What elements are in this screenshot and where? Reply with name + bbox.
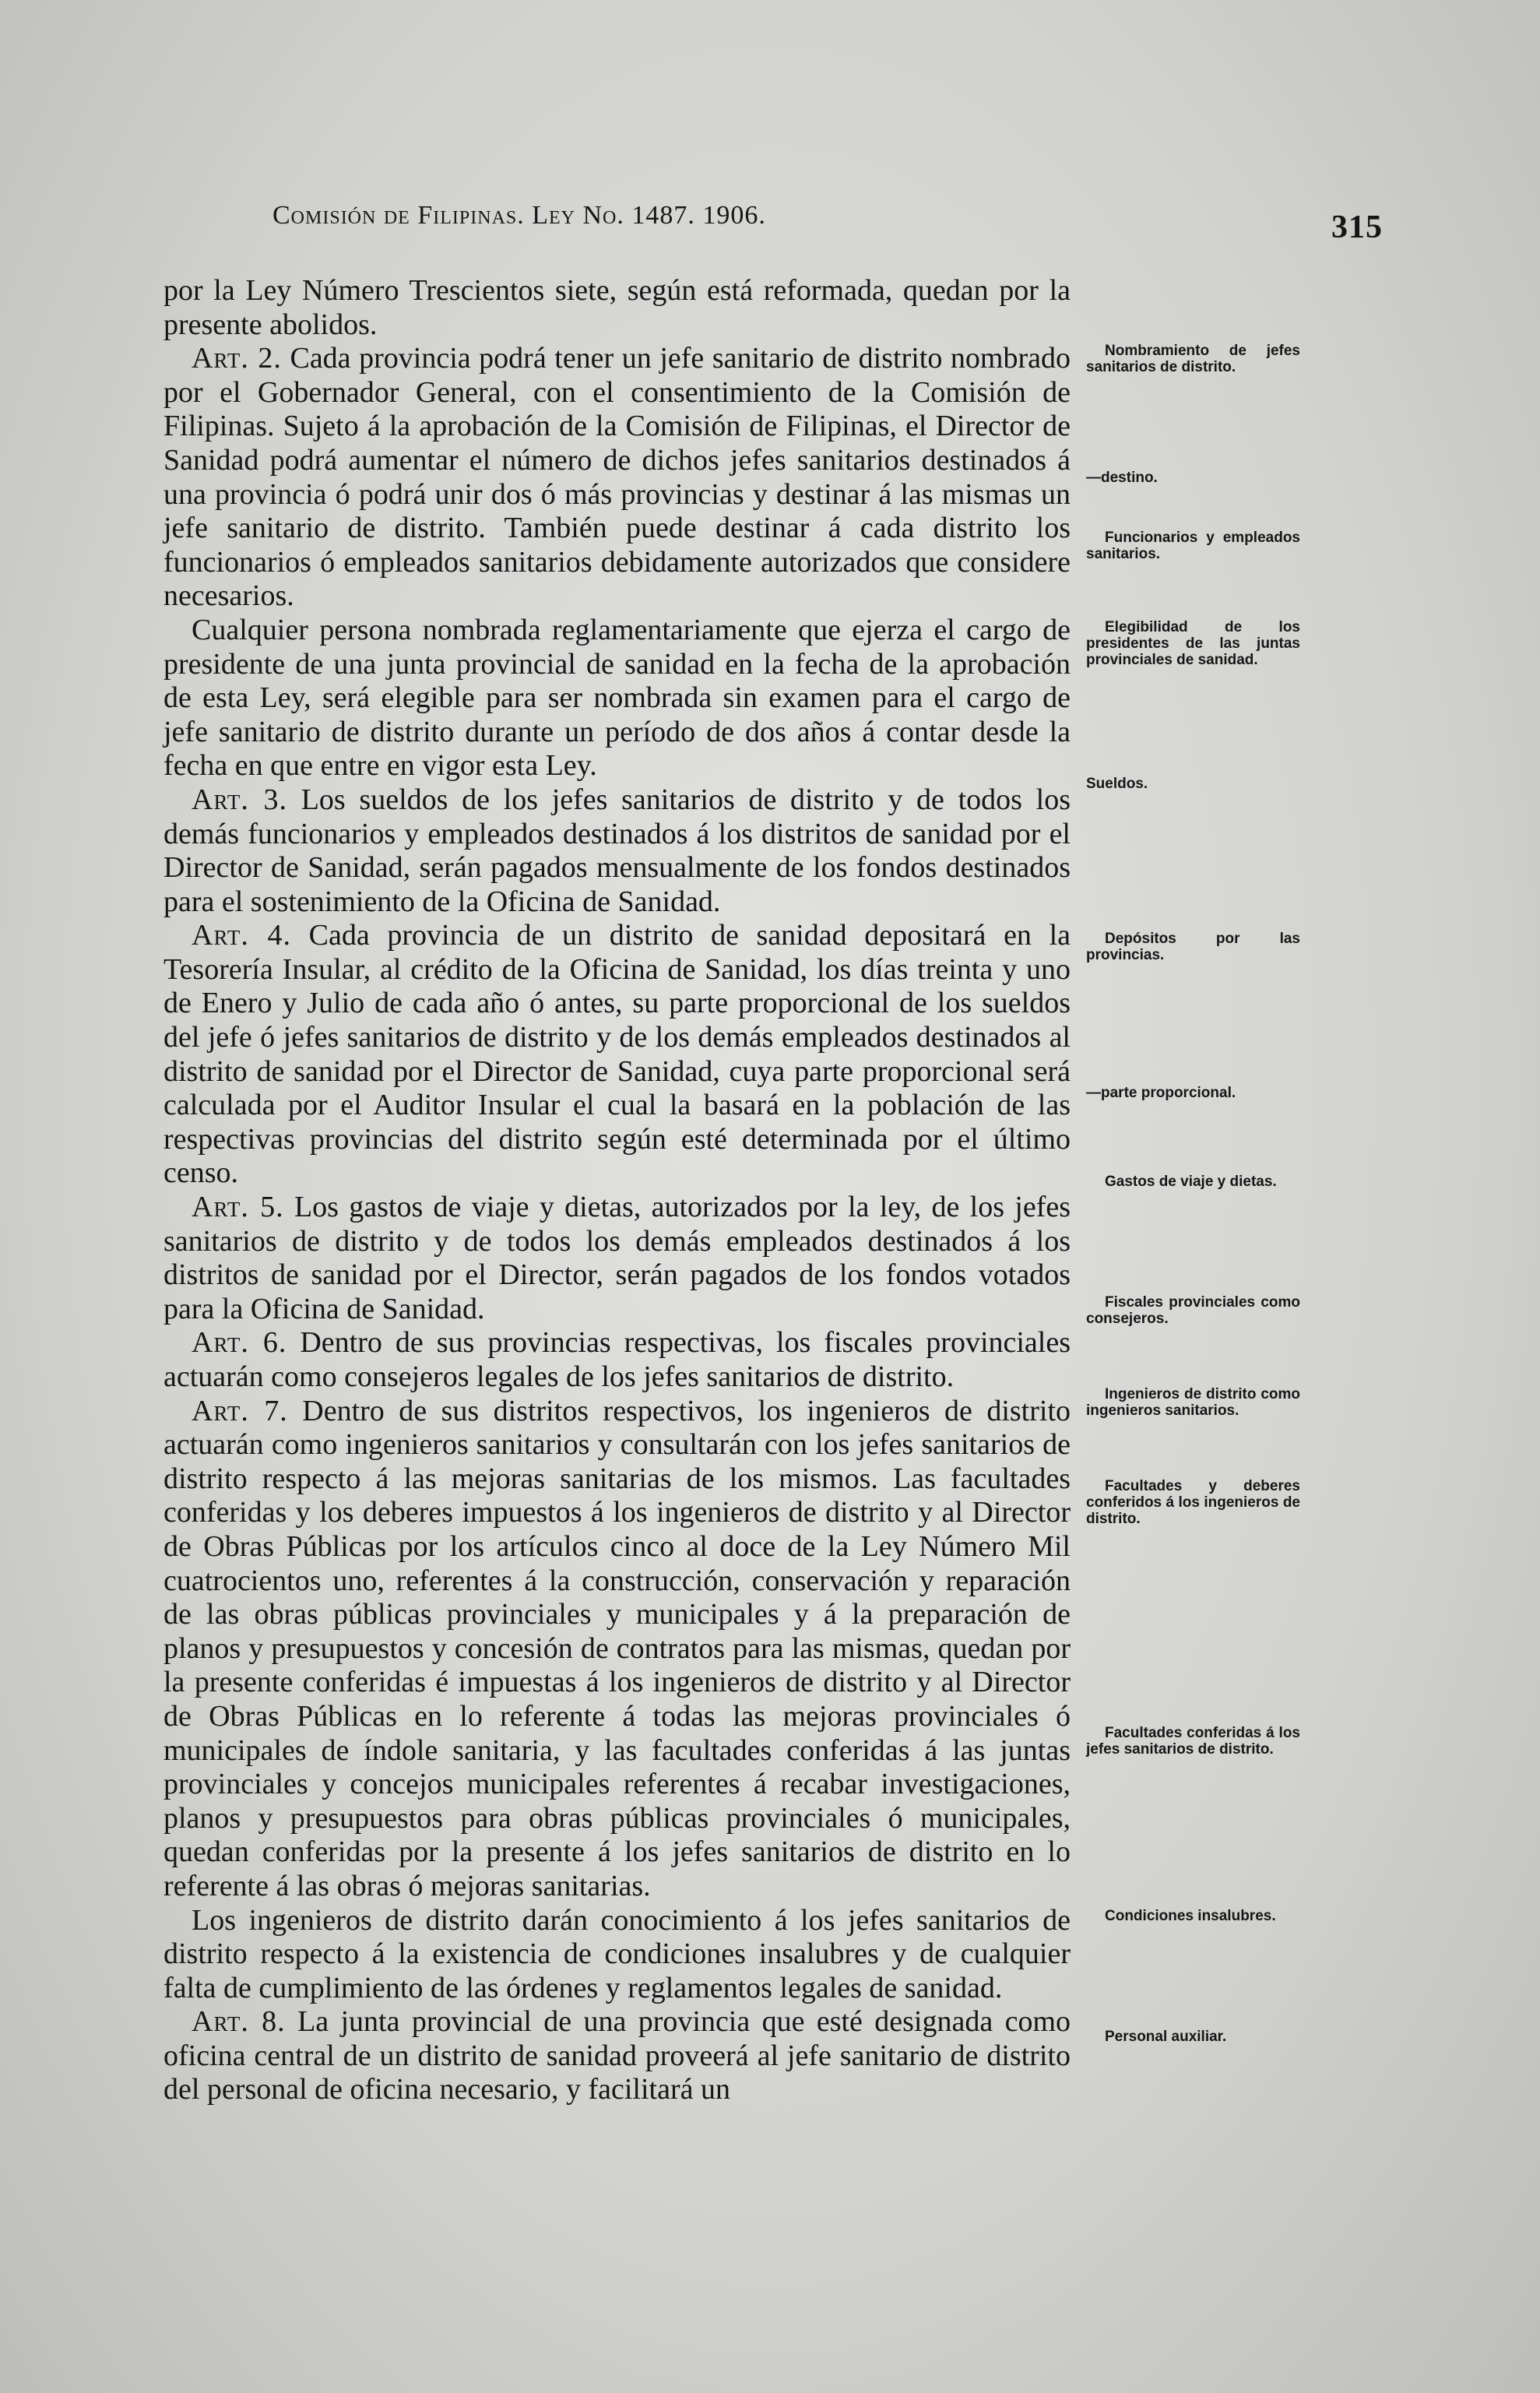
article-text: Cada provincia de un distrito de sanidad depositará en la Tesorería Insular, al crédito de la Oficina de Sanidad, los días treinta y uno de Enero y Julio de cada año ó antes, su parte proporcional de los sueldos del jefe ó jefes sanitarios de distrito y de los demás empleados destinados al distrito de sanidad por el Director de Sanidad, cuya parte proporcional será calculada por el Auditor Insular el cual la basará en la población de las respectivas provincias del distrito según esté determinada por el último censo.: [163, 919, 1071, 1190]
article-label: Art. 4.: [192, 919, 291, 952]
body-text: [163, 274, 1071, 2107]
margin-note: Depósitos por las provincias.: [1086, 931, 1300, 963]
article-4: [163, 919, 1071, 1191]
article-2: [163, 342, 1071, 614]
running-head: [272, 201, 1425, 248]
margin-note: Funcionarios y empleados sanitarios.: [1086, 530, 1300, 562]
article-text: Cada provincia podrá tener un jefe sanitario de distrito nombrado por el Gobernador General, con el consentimiento de la Comisión de Filipinas. Sujeto á la aprobación de la Comisión de Filipinas, el Director de Sanidad podrá aumentar el número de dichos jefes sanitarios destinados á una provincia ó podrá unir dos ó más provincias y destinar á las mismas un jefe sanitario de distrito. También puede destinar á cada distrito los funcionarios ó empleados sanitarios debidamente autorizados que considere necesarios.: [163, 342, 1071, 613]
margin-note: Facultades conferidas á los jefes sanitarios de distrito.: [1086, 1725, 1300, 1758]
running-title: Comisión de Filipinas. Ley No. 1487. 1906.: [272, 201, 766, 230]
margin-note: Elegibilidad de los presidentes de las juntas provinciales de sanidad.: [1086, 619, 1300, 668]
margin-note: Ingenieros de distrito como ingenieros sanitarios.: [1086, 1386, 1300, 1419]
article-3: [163, 783, 1071, 919]
article-6: [163, 1326, 1071, 1394]
margin-note: —destino.: [1086, 470, 1158, 486]
article-label: Art. 6.: [192, 1326, 287, 1360]
paragraph-insalubrious: Los ingenieros de distrito darán conocimiento á los jefes sanitarios de distrito respecto á la existencia de condiciones insalubres y de cualquier falta de cumplimiento de las órdenes y reglamentos legales de sanidad.: [163, 1903, 1071, 2004]
margin-note: Sueldos.: [1086, 776, 1148, 792]
article-5: [163, 1191, 1071, 1326]
article-8: [163, 2005, 1071, 2107]
article-label: Art. 7.: [192, 1394, 288, 1427]
margin-note: Condiciones insalubres.: [1105, 1908, 1276, 1924]
article-text: La junta provincial de una provincia que esté designada como oficina central de un distrito de sanidad proveerá al jefe sanitario de distrito del personal de oficina necesario, y facilitará un: [163, 2005, 1071, 2106]
article-label: Art. 5.: [192, 1191, 284, 1224]
article-text: Los gastos de viaje y dietas, autorizados por la ley, de los jefes sanitarios de distrito y de todos los demás empleados destinados á los distritos de sanidad por el Director, serán pagados de los fondos votados para la Oficina de Sanidad.: [163, 1191, 1071, 1325]
paragraph-eligibility: Cualquier persona nombrada reglamentariamente que ejerza el cargo de presidente de una junta provincial de sanidad en la fecha de la aprobación de esta Ley, será elegible para ser nombrada sin examen para el cargo de jefe sanitario de distrito durante un período de dos años á contar desde la fecha en que entre en vigor esta Ley.: [163, 613, 1071, 783]
margin-note: Facultades y deberes conferidos á los ingenieros de distrito.: [1086, 1478, 1300, 1527]
article-text: Dentro de sus provincias respectivas, los fiscales provinciales actuarán como consejeros legales de los jefes sanitarios de distrito.: [163, 1326, 1071, 1393]
margin-note: —parte proporcional.: [1086, 1085, 1236, 1101]
article-label: Art. 2.: [192, 342, 282, 375]
margin-note: Fiscales provinciales como consejeros.: [1086, 1294, 1300, 1327]
paragraph-continuation: por la Ley Número Trescientos siete, según está reformada, quedan por la presente abolidos.: [163, 274, 1071, 341]
article-text: Los sueldos de los jefes sanitarios de distrito y de todos los demás funcionarios y empleados destinados á los distritos de sanidad por el Director de Sanidad, serán pagados mensualmente de los fondos destinados para el sostenimiento de la Oficina de Sanidad.: [163, 783, 1071, 918]
article-label: Art. 3.: [192, 783, 288, 816]
article-7: [163, 1395, 1071, 1904]
article-text: Dentro de sus distritos respectivos, los ingenieros de distrito actuarán como ingenieros sanitarios y consultarán con los jefes sanitarios de distrito respecto á las mejoras sanitarias de los mismos. Las facultades conferidas y los deberes impuestos á los ingenieros de distrito y al Director de Obras Públicas por los artículos cinco al doce de la Ley Número Mil cuatrocientos uno, referentes á la construcción, conservación y reparación de las obras públicas provinciales y municipales y á la preparación de planos y presupuestos y concesión de contratos para las mismas, quedan por la presente conferidas é impuestas á los ingenieros de distrito y al Director de Obras Públicas en lo referente á todas las mejoras provinciales ó municipales de índole sanitaria, y las facultades conferidas á las juntas provinciales y concejos municipales referentes á recabar investigaciones, planos y presupuestos para obras públicas provinciales ó municipales, quedan conferidas por la presente á los jefes sanitarios de distrito en lo referente á las obras ó mejoras sanitarias.: [163, 1394, 1071, 1902]
margin-note: Personal auxiliar.: [1105, 2029, 1227, 2045]
margin-note: Nombramiento de jefes sanitarios de distrito.: [1086, 343, 1300, 375]
article-label: Art. 8.: [192, 2005, 286, 2039]
page-number: 315: [1331, 209, 1383, 245]
margin-note: Gastos de viaje y dietas.: [1105, 1174, 1277, 1190]
